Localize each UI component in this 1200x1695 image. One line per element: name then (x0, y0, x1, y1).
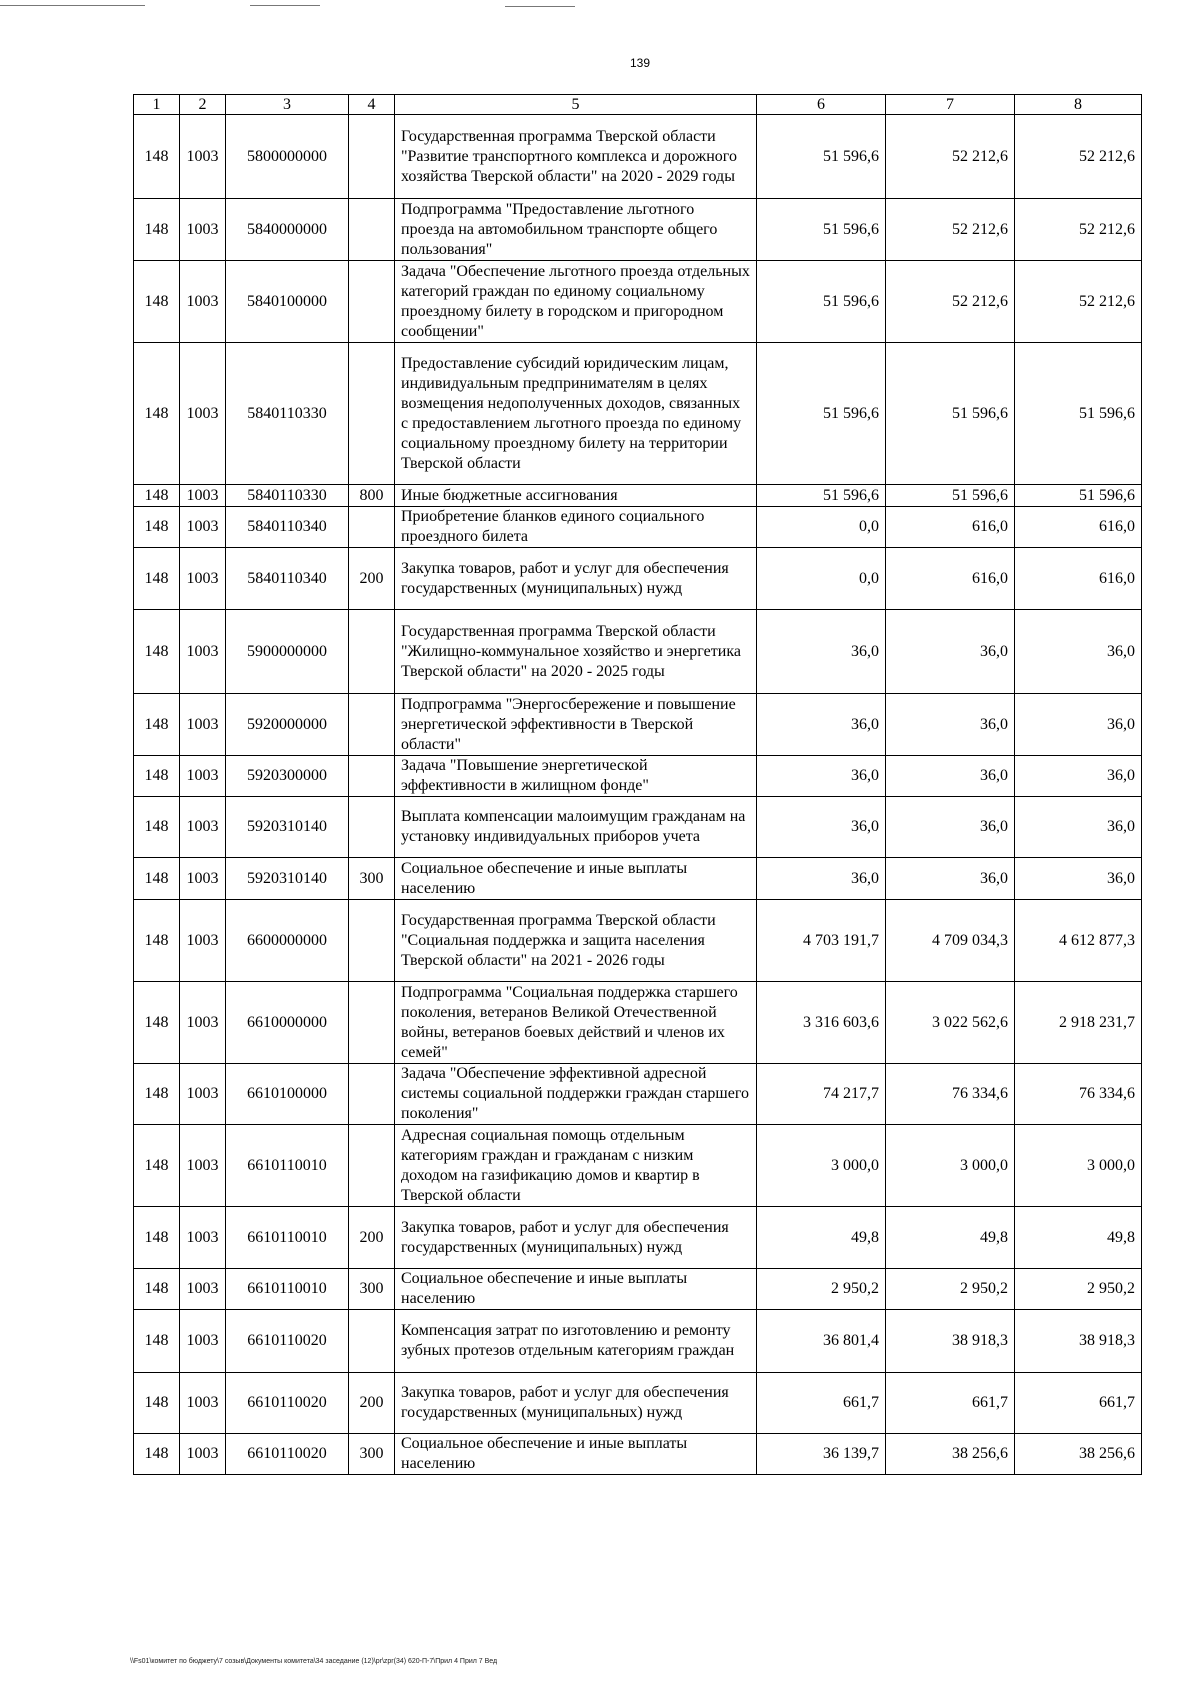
cell-amount-year1: 51 596,6 (757, 115, 886, 199)
cell-amount-year1: 36,0 (757, 610, 886, 694)
cell-description: Подпрограмма "Социальная поддержка старшего поколения, ветеранов Великой Отечественной войны, ветеранов боевых действий и членов их семей" (395, 982, 757, 1064)
cell-amount-year3: 616,0 (1015, 548, 1142, 610)
cell-amount-year3: 38 256,6 (1015, 1434, 1142, 1475)
table-row (134, 1207, 1142, 1269)
cell-section-code: 1003 (180, 1207, 226, 1269)
cell-amount-year2: 36,0 (886, 858, 1015, 900)
cell-organization-code: 148 (134, 343, 180, 485)
cell-amount-year3: 52 212,6 (1015, 199, 1142, 261)
cell-amount-year3: 52 212,6 (1015, 115, 1142, 199)
cell-section-code: 1003 (180, 982, 226, 1064)
cell-amount-year1: 2 950,2 (757, 1269, 886, 1310)
cell-expense-type (349, 756, 395, 797)
cell-amount-year3: 51 596,6 (1015, 343, 1142, 485)
cell-amount-year1: 36,0 (757, 756, 886, 797)
cell-target-article: 6610100000 (226, 1064, 349, 1125)
cell-organization-code: 148 (134, 199, 180, 261)
table-row (134, 1125, 1142, 1207)
cell-description: Задача "Обеспечение эффективной адресной системы социальной поддержки граждан старшего поколения" (395, 1064, 757, 1125)
cell-organization-code: 148 (134, 485, 180, 507)
cell-expense-type (349, 797, 395, 858)
column-header: 8 (1015, 95, 1142, 115)
page-number: 139 (629, 56, 651, 70)
scan-artifact-line (0, 5, 145, 6)
cell-organization-code: 148 (134, 1207, 180, 1269)
cell-organization-code: 148 (134, 507, 180, 548)
cell-target-article: 6610110010 (226, 1269, 349, 1310)
column-header: 5 (395, 95, 757, 115)
column-header: 4 (349, 95, 395, 115)
table-row (134, 1269, 1142, 1310)
table-row (134, 485, 1142, 507)
cell-amount-year2: 616,0 (886, 507, 1015, 548)
cell-amount-year2: 52 212,6 (886, 199, 1015, 261)
cell-organization-code: 148 (134, 694, 180, 756)
cell-target-article: 5840110340 (226, 507, 349, 548)
table-row (134, 1373, 1142, 1434)
column-header: 6 (757, 95, 886, 115)
cell-section-code: 1003 (180, 797, 226, 858)
cell-expense-type (349, 1310, 395, 1373)
cell-description: Задача "Обеспечение льготного проезда отдельных категорий граждан по единому социальному проездному билету в городском и пригородном сообщении" (395, 261, 757, 343)
cell-amount-year3: 36,0 (1015, 858, 1142, 900)
cell-section-code: 1003 (180, 115, 226, 199)
table-row (134, 900, 1142, 982)
cell-amount-year2: 38 256,6 (886, 1434, 1015, 1475)
column-header: 3 (226, 95, 349, 115)
cell-amount-year3: 38 918,3 (1015, 1310, 1142, 1373)
cell-description: Социальное обеспечение и иные выплаты населению (395, 1434, 757, 1475)
cell-target-article: 5920000000 (226, 694, 349, 756)
cell-section-code: 1003 (180, 261, 226, 343)
cell-section-code: 1003 (180, 900, 226, 982)
table-row (134, 756, 1142, 797)
cell-description: Государственная программа Тверской области "Жилищно-коммунальное хозяйство и энергетика Тверской области" на 2020 - 2025 годы (395, 610, 757, 694)
cell-amount-year1: 36,0 (757, 858, 886, 900)
cell-organization-code: 148 (134, 1269, 180, 1310)
cell-amount-year2: 3 000,0 (886, 1125, 1015, 1207)
cell-target-article: 6610110020 (226, 1310, 349, 1373)
cell-target-article: 6610110010 (226, 1207, 349, 1269)
table-row (134, 858, 1142, 900)
cell-target-article: 6610110010 (226, 1125, 349, 1207)
cell-description: Иные бюджетные ассигнования (395, 485, 757, 507)
cell-amount-year3: 36,0 (1015, 797, 1142, 858)
cell-expense-type: 200 (349, 548, 395, 610)
cell-target-article: 5840100000 (226, 261, 349, 343)
cell-organization-code: 148 (134, 1125, 180, 1207)
cell-amount-year1: 51 596,6 (757, 343, 886, 485)
cell-expense-type (349, 115, 395, 199)
cell-section-code: 1003 (180, 485, 226, 507)
cell-section-code: 1003 (180, 1269, 226, 1310)
cell-amount-year1: 661,7 (757, 1373, 886, 1434)
cell-amount-year1: 36,0 (757, 797, 886, 858)
table-row (134, 343, 1142, 485)
cell-description: Приобретение бланков единого социального проездного билета (395, 507, 757, 548)
cell-target-article: 5840110340 (226, 548, 349, 610)
cell-section-code: 1003 (180, 199, 226, 261)
cell-organization-code: 148 (134, 797, 180, 858)
scan-artifact-line (505, 6, 575, 7)
cell-description: Задача "Повышение энергетической эффективности в жилищном фонде" (395, 756, 757, 797)
cell-amount-year1: 0,0 (757, 548, 886, 610)
cell-target-article: 6610110020 (226, 1373, 349, 1434)
table-row (134, 261, 1142, 343)
cell-amount-year2: 36,0 (886, 610, 1015, 694)
cell-target-article: 5840110330 (226, 485, 349, 507)
cell-amount-year2: 38 918,3 (886, 1310, 1015, 1373)
cell-amount-year1: 36,0 (757, 694, 886, 756)
cell-target-article: 5900000000 (226, 610, 349, 694)
cell-amount-year3: 51 596,6 (1015, 485, 1142, 507)
cell-description: Предоставление субсидий юридическим лицам, индивидуальным предпринимателям в целях возмещения недополученных доходов, связанных с предоставлением льготного проезда по единому социальному проездному билету на территории Тверской области (395, 343, 757, 485)
cell-expense-type: 300 (349, 1269, 395, 1310)
cell-expense-type: 200 (349, 1373, 395, 1434)
cell-amount-year3: 76 334,6 (1015, 1064, 1142, 1125)
table-row (134, 797, 1142, 858)
cell-amount-year2: 76 334,6 (886, 1064, 1015, 1125)
cell-amount-year1: 51 596,6 (757, 199, 886, 261)
cell-organization-code: 148 (134, 115, 180, 199)
cell-amount-year3: 2 918 231,7 (1015, 982, 1142, 1064)
table-row (134, 1434, 1142, 1475)
cell-amount-year2: 36,0 (886, 756, 1015, 797)
cell-organization-code: 148 (134, 1434, 180, 1475)
cell-amount-year2: 4 709 034,3 (886, 900, 1015, 982)
cell-amount-year1: 51 596,6 (757, 261, 886, 343)
cell-section-code: 1003 (180, 694, 226, 756)
cell-amount-year1: 36 139,7 (757, 1434, 886, 1475)
cell-section-code: 1003 (180, 548, 226, 610)
cell-expense-type (349, 507, 395, 548)
cell-target-article: 6600000000 (226, 900, 349, 982)
cell-description: Подпрограмма "Энергосбережение и повышение энергетической эффективности в Тверской области" (395, 694, 757, 756)
table-row (134, 1064, 1142, 1125)
cell-organization-code: 148 (134, 982, 180, 1064)
cell-amount-year3: 3 000,0 (1015, 1125, 1142, 1207)
table-row (134, 1310, 1142, 1373)
cell-description: Закупка товаров, работ и услуг для обеспечения государственных (муниципальных) нужд (395, 1207, 757, 1269)
cell-target-article: 5920310140 (226, 797, 349, 858)
cell-amount-year1: 49,8 (757, 1207, 886, 1269)
cell-expense-type (349, 199, 395, 261)
cell-organization-code: 148 (134, 756, 180, 797)
table-row (134, 548, 1142, 610)
cell-amount-year1: 74 217,7 (757, 1064, 886, 1125)
cell-section-code: 1003 (180, 610, 226, 694)
cell-target-article: 6610110020 (226, 1434, 349, 1475)
header-row (134, 95, 1142, 115)
cell-section-code: 1003 (180, 1373, 226, 1434)
cell-amount-year2: 52 212,6 (886, 115, 1015, 199)
scan-artifact-line (250, 5, 320, 6)
cell-expense-type (349, 343, 395, 485)
cell-amount-year2: 36,0 (886, 694, 1015, 756)
cell-expense-type (349, 610, 395, 694)
column-header: 1 (134, 95, 180, 115)
table-row (134, 610, 1142, 694)
column-header: 7 (886, 95, 1015, 115)
cell-amount-year1: 3 316 603,6 (757, 982, 886, 1064)
cell-amount-year2: 36,0 (886, 797, 1015, 858)
cell-organization-code: 148 (134, 1373, 180, 1434)
cell-description: Государственная программа Тверской области "Социальная поддержка и защита населения Тверской области" на 2021 - 2026 годы (395, 900, 757, 982)
cell-target-article: 5840110330 (226, 343, 349, 485)
cell-amount-year3: 36,0 (1015, 694, 1142, 756)
cell-section-code: 1003 (180, 1310, 226, 1373)
table-body (134, 95, 1142, 1475)
cell-section-code: 1003 (180, 1434, 226, 1475)
table-row (134, 694, 1142, 756)
cell-expense-type (349, 694, 395, 756)
cell-amount-year1: 0,0 (757, 507, 886, 548)
cell-amount-year3: 661,7 (1015, 1373, 1142, 1434)
cell-target-article: 5920300000 (226, 756, 349, 797)
cell-description: Компенсация затрат по изготовлению и ремонту зубных протезов отдельным категориям граждан (395, 1310, 757, 1373)
cell-organization-code: 148 (134, 261, 180, 343)
cell-amount-year3: 616,0 (1015, 507, 1142, 548)
table-row (134, 199, 1142, 261)
cell-amount-year3: 49,8 (1015, 1207, 1142, 1269)
cell-section-code: 1003 (180, 858, 226, 900)
cell-organization-code: 148 (134, 858, 180, 900)
cell-target-article: 6610000000 (226, 982, 349, 1064)
cell-amount-year3: 36,0 (1015, 610, 1142, 694)
cell-target-article: 5840000000 (226, 199, 349, 261)
cell-section-code: 1003 (180, 343, 226, 485)
cell-amount-year1: 3 000,0 (757, 1125, 886, 1207)
cell-organization-code: 148 (134, 548, 180, 610)
cell-section-code: 1003 (180, 1064, 226, 1125)
cell-description: Подпрограмма "Предоставление льготного проезда на автомобильном транспорте общего пользования" (395, 199, 757, 261)
cell-expense-type (349, 261, 395, 343)
cell-expense-type (349, 1064, 395, 1125)
cell-amount-year3: 2 950,2 (1015, 1269, 1142, 1310)
table-row (134, 115, 1142, 199)
cell-expense-type (349, 982, 395, 1064)
cell-organization-code: 148 (134, 1064, 180, 1125)
cell-description: Государственная программа Тверской области "Развитие транспортного комплекса и дорожного хозяйства Тверской области" на 2020 - 2029 годы (395, 115, 757, 199)
budget-table (133, 94, 1142, 1475)
cell-expense-type: 300 (349, 1434, 395, 1475)
cell-amount-year2: 2 950,2 (886, 1269, 1015, 1310)
cell-target-article: 5800000000 (226, 115, 349, 199)
table-row (134, 507, 1142, 548)
cell-amount-year2: 52 212,6 (886, 261, 1015, 343)
cell-amount-year2: 49,8 (886, 1207, 1015, 1269)
cell-amount-year2: 51 596,6 (886, 343, 1015, 485)
cell-description: Социальное обеспечение и иные выплаты населению (395, 1269, 757, 1310)
cell-amount-year2: 51 596,6 (886, 485, 1015, 507)
cell-section-code: 1003 (180, 507, 226, 548)
cell-organization-code: 148 (134, 900, 180, 982)
cell-expense-type: 300 (349, 858, 395, 900)
column-header: 2 (180, 95, 226, 115)
cell-description: Выплата компенсации малоимущим гражданам на установку индивидуальных приборов учета (395, 797, 757, 858)
cell-amount-year3: 36,0 (1015, 756, 1142, 797)
cell-section-code: 1003 (180, 1125, 226, 1207)
cell-organization-code: 148 (134, 1310, 180, 1373)
cell-expense-type (349, 1125, 395, 1207)
table-row (134, 982, 1142, 1064)
cell-description: Закупка товаров, работ и услуг для обеспечения государственных (муниципальных) нужд (395, 1373, 757, 1434)
cell-amount-year1: 51 596,6 (757, 485, 886, 507)
cell-expense-type (349, 900, 395, 982)
cell-amount-year3: 4 612 877,3 (1015, 900, 1142, 982)
cell-expense-type: 800 (349, 485, 395, 507)
cell-amount-year3: 52 212,6 (1015, 261, 1142, 343)
cell-expense-type: 200 (349, 1207, 395, 1269)
cell-description: Социальное обеспечение и иные выплаты населению (395, 858, 757, 900)
cell-amount-year2: 661,7 (886, 1373, 1015, 1434)
cell-description: Закупка товаров, работ и услуг для обеспечения государственных (муниципальных) нужд (395, 548, 757, 610)
cell-amount-year1: 4 703 191,7 (757, 900, 886, 982)
cell-section-code: 1003 (180, 756, 226, 797)
cell-organization-code: 148 (134, 610, 180, 694)
cell-description: Адресная социальная помощь отдельным категориям граждан и гражданам с низким доходом на газификацию домов и квартир в Тверской области (395, 1125, 757, 1207)
file-path-footer: \\Fs01\комитет по бюджету\7 созыв\Документы комитета\34 заседание (12)\pr\zpr(34) 620-П-7\Прил 4 Прил 7 Вед (130, 1658, 498, 1665)
cell-target-article: 5920310140 (226, 858, 349, 900)
cell-amount-year1: 36 801,4 (757, 1310, 886, 1373)
cell-amount-year2: 616,0 (886, 548, 1015, 610)
cell-amount-year2: 3 022 562,6 (886, 982, 1015, 1064)
